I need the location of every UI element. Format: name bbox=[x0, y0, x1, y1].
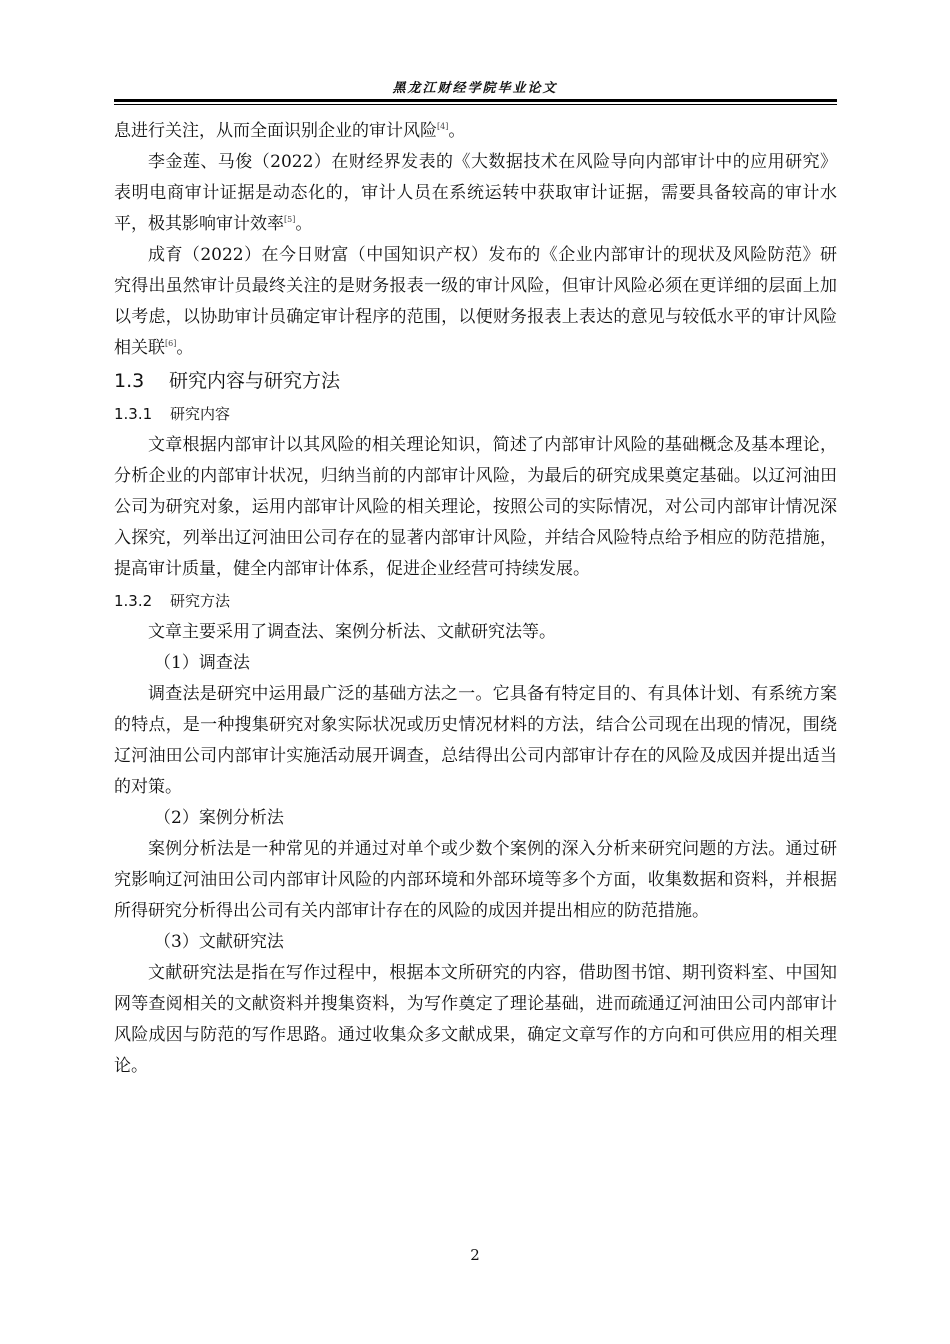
subsection-number: 1.3.2 bbox=[114, 592, 153, 610]
paragraph-continuation bbox=[114, 116, 837, 147]
method-label-survey: （1）调查法 bbox=[154, 653, 250, 673]
method-label-case: （2）案例分析法 bbox=[154, 808, 284, 828]
paragraph-end: 。 bbox=[295, 214, 313, 234]
page-number: 2 bbox=[470, 1246, 480, 1264]
paragraph-research-content: 文章根据内部审计以其风险的相关理论知识，简述了内部审计风险的基础概念及基本理论，分析企业的内部审计状况，归纳当前的内部审计风险，为最后的研究成果奠定基础。以辽河油田公司为研究对象，运用内部审计风险的相关理论，按照公司的实际情况，对公司内部审计情况深入探究，列举出辽河油田公司存在的显著内部审计风险，并结合风险特点给予相应的防范措施，提高审计质量，健全内部审计体系，促进企业经营可持续发展。 bbox=[114, 435, 837, 579]
subsection-heading-1-3-2 bbox=[114, 585, 837, 617]
section-number: 1.3 bbox=[114, 370, 145, 392]
header-rule-thin bbox=[114, 104, 837, 105]
paragraph-survey-method: 调查法是研究中运用最广泛的基础方法之一。它具备有特定目的、有具体计划、有系统方案的特点，是一种搜集研究对象实际状况或历史情况材料的方法，结合公司现在出现的情况，围绕辽河油田公司内部审计实施活动展开调查，总结得出公司内部审计存在的风险及成因并提出适当的对策。 bbox=[114, 684, 837, 797]
paragraph-case-method: 案例分析法是一种常见的并通过对单个或少数个案例的深入分析来研究问题的方法。通过研究影响辽河油田公司内部审计风险的内部环境和外部环境等多个方面，收集数据和资料，并根据所得研究分析得出公司有关内部审计存在的风险的成因并提出相应的防范措施。 bbox=[114, 839, 837, 921]
citation-ref: [4] bbox=[437, 122, 449, 131]
paragraph-cheng-yu bbox=[114, 240, 837, 364]
header-rule-thick bbox=[114, 99, 837, 102]
page-body bbox=[114, 116, 837, 1082]
subsection-number: 1.3.1 bbox=[114, 405, 153, 423]
paragraph-text: 成育（2022）在今日财富（中国知识产权）发布的《企业内部审计的现状及风险防范》研究得出虽然审计员最终关注的是财务报表一级的审计风险，但审计风险必须在更详细的层面上加以考虑，以协助审计员确定审计程序的范围，以便财务报表上表达的意见与较低水平的审计风险相关联 bbox=[114, 245, 837, 358]
paragraph-literature-method: 文献研究法是指在写作过程中，根据本文所研究的内容，借助图书馆、期刊资料室、中国知网等查阅相关的文献资料并搜集资料，为写作奠定了理论基础，进而疏通辽河油田公司内部审计风险成因与防范的写作思路。通过收集众多文献成果，确定文章写作的方向和可供应用的相关理论。 bbox=[114, 963, 837, 1076]
paragraph-end: 。 bbox=[176, 338, 194, 358]
paragraph-text: 李金莲、马俊（2022）在财经界发表的《大数据技术在风险导向内部审计中的应用研究》表明电商审计证据是动态化的，审计人员在系统运转中获取审计证据，需要具备较高的审计水平，极其影响审计效率 bbox=[114, 152, 837, 234]
running-header-title: 黑龙江财经学院毕业论文 bbox=[392, 81, 558, 96]
citation-ref: [6] bbox=[165, 339, 177, 348]
subsection-title: 研究内容 bbox=[170, 405, 231, 423]
paragraph-li-ma bbox=[114, 147, 837, 240]
paragraph-methods-intro: 文章主要采用了调查法、案例分析法、文献研究法等。 bbox=[148, 622, 556, 642]
paragraph-end: 。 bbox=[448, 121, 466, 141]
method-label-literature: （3）文献研究法 bbox=[154, 932, 284, 952]
subsection-heading-1-3-1 bbox=[114, 398, 837, 430]
citation-ref: [5] bbox=[284, 215, 296, 224]
section-heading-1-3 bbox=[114, 364, 837, 398]
subsection-title: 研究方法 bbox=[170, 592, 231, 610]
section-title: 研究内容与研究方法 bbox=[169, 370, 341, 392]
paragraph-text: 息进行关注，从而全面识别企业的审计风险 bbox=[114, 121, 437, 141]
